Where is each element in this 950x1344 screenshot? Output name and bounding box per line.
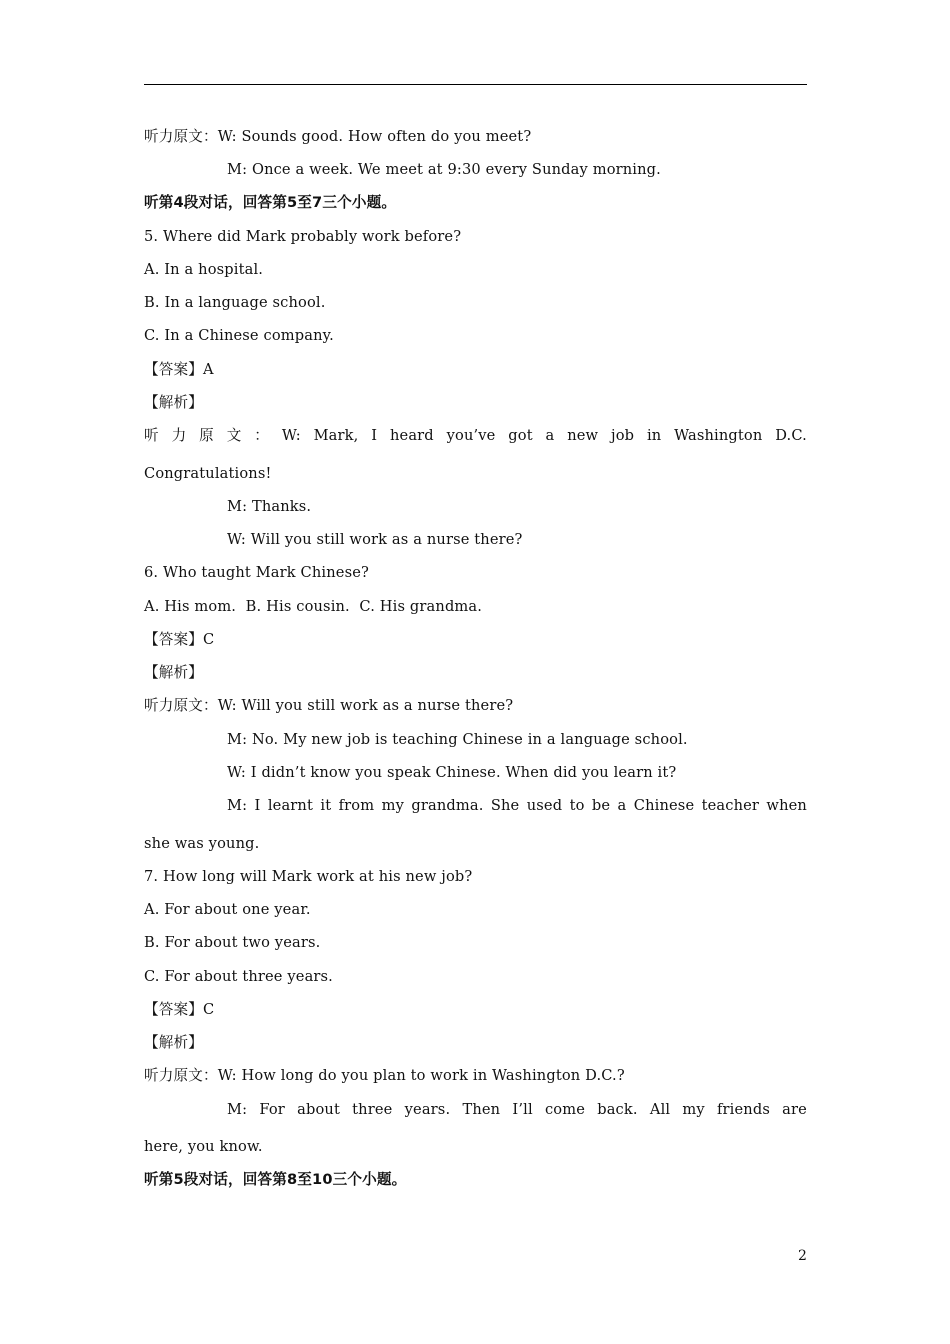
transcript-line: M: No. My new job is teaching Chinese in a language school. — [227, 731, 688, 748]
page-number: 2 — [798, 1248, 807, 1264]
transcript-line: W: Will you still work as a nurse there? — [227, 531, 523, 548]
analysis-label: 【解析】 — [144, 664, 203, 681]
option-a: A. For about one year. — [144, 901, 311, 918]
question-5: 5. Where did Mark probably work before? — [144, 228, 462, 245]
transcript-line: Congratulations! — [144, 465, 272, 482]
transcript-line: M: Once a week. We meet at 9:30 every Sunday morning. — [227, 161, 661, 178]
question-7: 7. How long will Mark work at his new job? — [144, 868, 473, 885]
answer-label: 【答案】C — [144, 631, 215, 648]
option-c: C. In a Chinese company. — [144, 327, 334, 344]
analysis-label: 【解析】 — [144, 394, 203, 411]
header-rule — [144, 84, 807, 85]
transcript-line: W: I didn’t know you speak Chinese. When did you learn it? — [227, 764, 677, 781]
transcript-line: 听力原文：W: Will you still work as a nurse there? — [144, 697, 514, 714]
transcript-line: 听力原文：W: Sounds good. How often do you meet? — [144, 128, 532, 145]
answer-label: 【答案】A — [144, 361, 214, 378]
transcript-line: she was young. — [144, 835, 260, 852]
section-heading: 听第4段对话，回答第5至7三个小题。 — [144, 194, 397, 211]
option-a: A. In a hospital. — [144, 261, 264, 278]
answer-label: 【答案】C — [144, 1001, 215, 1018]
analysis-label: 【解析】 — [144, 1034, 203, 1051]
transcript-line-justified: M: I learnt it from my grandma. She used to be a Chinese teacher when — [227, 797, 807, 814]
option-b: B. In a language school. — [144, 294, 326, 311]
option-c: C. For about three years. — [144, 968, 333, 985]
transcript-line-justified: 听 力 原 文 ： W: Mark, I heard you’ve got a new job in Washington D.C. — [144, 427, 807, 444]
transcript-line: 听力原文：W: How long do you plan to work in Washington D.C.? — [144, 1067, 625, 1084]
section-heading: 听第5段对话，回答第8至10三个小题。 — [144, 1171, 407, 1188]
question-6: 6. Who taught Mark Chinese? — [144, 564, 369, 581]
transcript-line-justified: M: For about three years. Then I’ll come back. All my friends are — [227, 1101, 807, 1118]
transcript-line: here, you know. — [144, 1138, 263, 1155]
transcript-line: M: Thanks. — [227, 498, 312, 515]
options-line: A. His mom. B. His cousin. C. His grandma. — [144, 598, 483, 615]
option-b: B. For about two years. — [144, 934, 321, 951]
